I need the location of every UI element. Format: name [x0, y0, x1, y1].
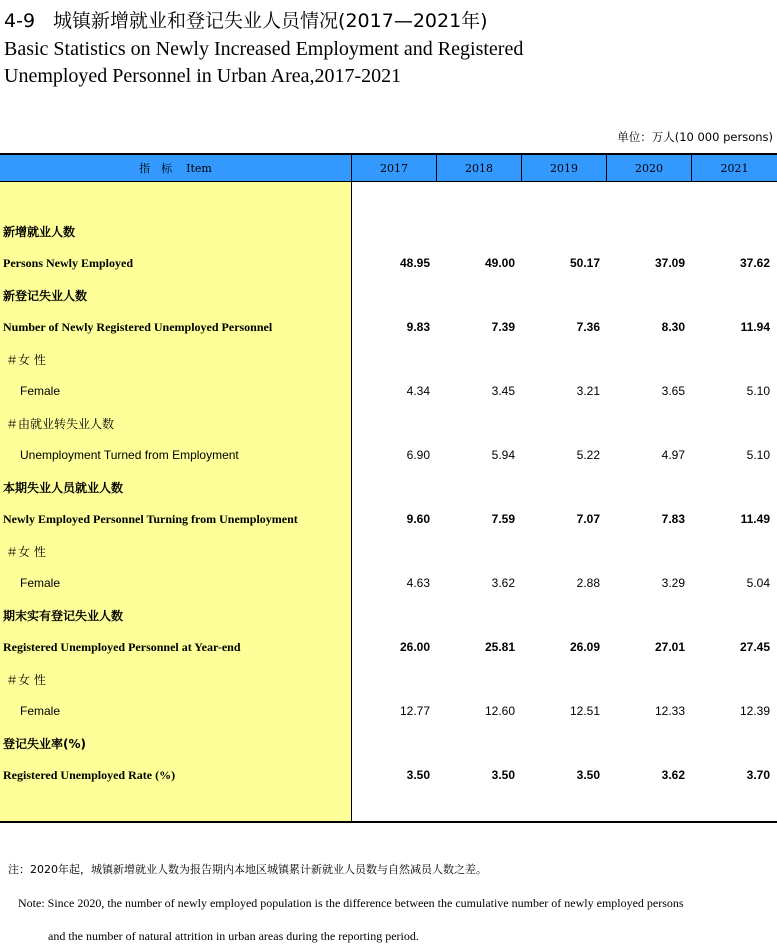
- row-value: 27.45: [739, 640, 770, 654]
- table-row: [0, 599, 777, 631]
- title-en-line1: Basic Statistics on Newly Increased Employment and Registered: [4, 38, 524, 60]
- table-title-en: [4, 36, 523, 90]
- row-label: Female: [20, 704, 61, 718]
- row-label: Newly Employed Personnel Turning from Unemployment: [3, 511, 298, 526]
- table-title-cn: [4, 6, 488, 33]
- row-value: 49.00: [484, 256, 515, 270]
- header-year: 2020: [607, 155, 692, 181]
- row-value: 3.70: [746, 768, 770, 782]
- row-value: 12.51: [569, 704, 600, 718]
- row-label: Unemployment Turned from Employment: [20, 448, 239, 462]
- row-value: 3.21: [576, 384, 600, 398]
- table-row: [0, 535, 777, 567]
- table-row: [0, 567, 777, 599]
- table-bottom-rule: [0, 821, 777, 823]
- row-label: Female: [20, 576, 61, 590]
- table-row: [0, 439, 777, 471]
- row-value: 7.07: [576, 512, 600, 526]
- row-value: 9.83: [406, 320, 430, 334]
- row-value: 7.39: [491, 320, 515, 334]
- row-value: 25.81: [484, 640, 515, 654]
- row-label: 登记失业率(%): [3, 736, 86, 751]
- table-row: [0, 407, 777, 439]
- row-value: 3.50: [576, 768, 600, 782]
- row-value: 37.09: [654, 256, 685, 270]
- row-label: ＃由就业转失业人数: [6, 416, 115, 431]
- table-row: [0, 663, 777, 695]
- header-item-cn: 指 标: [139, 162, 173, 175]
- row-value: 5.10: [746, 448, 770, 462]
- row-value: 26.09: [569, 640, 600, 654]
- row-value: 5.94: [491, 448, 515, 462]
- row-value: 12.33: [654, 704, 685, 718]
- row-label: 期末实有登记失业人数: [3, 608, 124, 623]
- row-value: 27.01: [654, 640, 685, 654]
- table-row: [0, 695, 777, 727]
- row-label: 新增就业人数: [3, 224, 76, 239]
- row-label: ＃女 性: [6, 352, 46, 367]
- note-cn: 注：2020年起，城镇新增就业人数为报告期内本地区城镇累计新就业人员数与自然减员人数之差。: [8, 863, 487, 876]
- row-label: Persons Newly Employed: [3, 255, 133, 270]
- row-value: 2.88: [576, 576, 600, 590]
- title-en-line2: Unemployed Personnel in Urban Area,2017-2021: [4, 65, 402, 87]
- row-label: Registered Unemployed Personnel at Year-end: [3, 639, 241, 654]
- table-number: 4-9: [4, 10, 36, 32]
- row-value: 5.22: [576, 448, 600, 462]
- row-value: 7.36: [576, 320, 600, 334]
- row-label: Number of Newly Registered Unemployed Personnel: [3, 319, 273, 334]
- row-value: 3.62: [491, 576, 515, 590]
- row-value: 11.94: [740, 320, 770, 334]
- table-row: [0, 727, 777, 759]
- row-value: 6.90: [406, 448, 430, 462]
- row-value: 3.45: [491, 384, 515, 398]
- header-year: 2019: [522, 155, 607, 181]
- row-label: ＃女 性: [6, 672, 46, 687]
- header-year: 2021: [720, 161, 749, 175]
- row-value: 4.34: [406, 384, 430, 398]
- row-value: 3.29: [661, 576, 685, 590]
- table-row: [0, 375, 777, 407]
- row-value: 7.59: [491, 512, 515, 526]
- row-value: 12.77: [399, 704, 430, 718]
- header-year: 2018: [437, 155, 522, 181]
- title-cn-text: 城镇新增就业和登记失业人员情况(2017—2021年): [53, 10, 488, 32]
- table-row: [0, 343, 777, 375]
- header-year: 2017: [352, 155, 437, 181]
- row-value: 8.30: [661, 320, 685, 334]
- table-row: [0, 631, 777, 663]
- table-header: [0, 153, 777, 182]
- row-value: 37.62: [739, 256, 770, 270]
- row-value: 9.60: [406, 512, 430, 526]
- row-value: 3.50: [406, 768, 430, 782]
- header-item: [0, 155, 352, 181]
- row-value: 3.62: [661, 768, 685, 782]
- table-row: [0, 311, 777, 343]
- row-value: 7.83: [661, 512, 685, 526]
- table-row: [0, 215, 777, 247]
- row-label: 本期失业人员就业人数: [3, 480, 124, 495]
- row-value: 3.50: [491, 768, 515, 782]
- row-label: Registered Unemployed Rate (%): [3, 767, 176, 782]
- row-value: 5.04: [746, 576, 770, 590]
- table-row: [0, 471, 777, 503]
- table-row: [0, 503, 777, 535]
- row-value: 12.39: [739, 704, 770, 718]
- row-value: 11.49: [740, 512, 770, 526]
- row-label: 新登记失业人数: [3, 288, 88, 303]
- note-en-line1: Note: Since 2020, the number of newly employed population is the difference between the cumulative number of newly employed persons: [18, 896, 684, 910]
- row-value: 48.95: [399, 256, 430, 270]
- table-row: [0, 279, 777, 311]
- row-label: Female: [20, 384, 61, 398]
- row-value: 3.65: [661, 384, 685, 398]
- row-value: 5.10: [746, 384, 770, 398]
- header-item-en: Item: [186, 161, 212, 175]
- row-label: ＃女 性: [6, 544, 46, 559]
- row-value: 4.63: [406, 576, 430, 590]
- note-en-line2: and the number of natural attrition in urban areas during the reporting period.: [48, 929, 419, 943]
- table-row: [0, 247, 777, 279]
- row-value: 12.60: [484, 704, 515, 718]
- table-row: [0, 759, 777, 791]
- unit-label: 单位：万人(10 000 persons): [617, 130, 773, 144]
- row-value: 4.97: [661, 448, 685, 462]
- row-value: 50.17: [569, 256, 600, 270]
- row-value: 26.00: [399, 640, 430, 654]
